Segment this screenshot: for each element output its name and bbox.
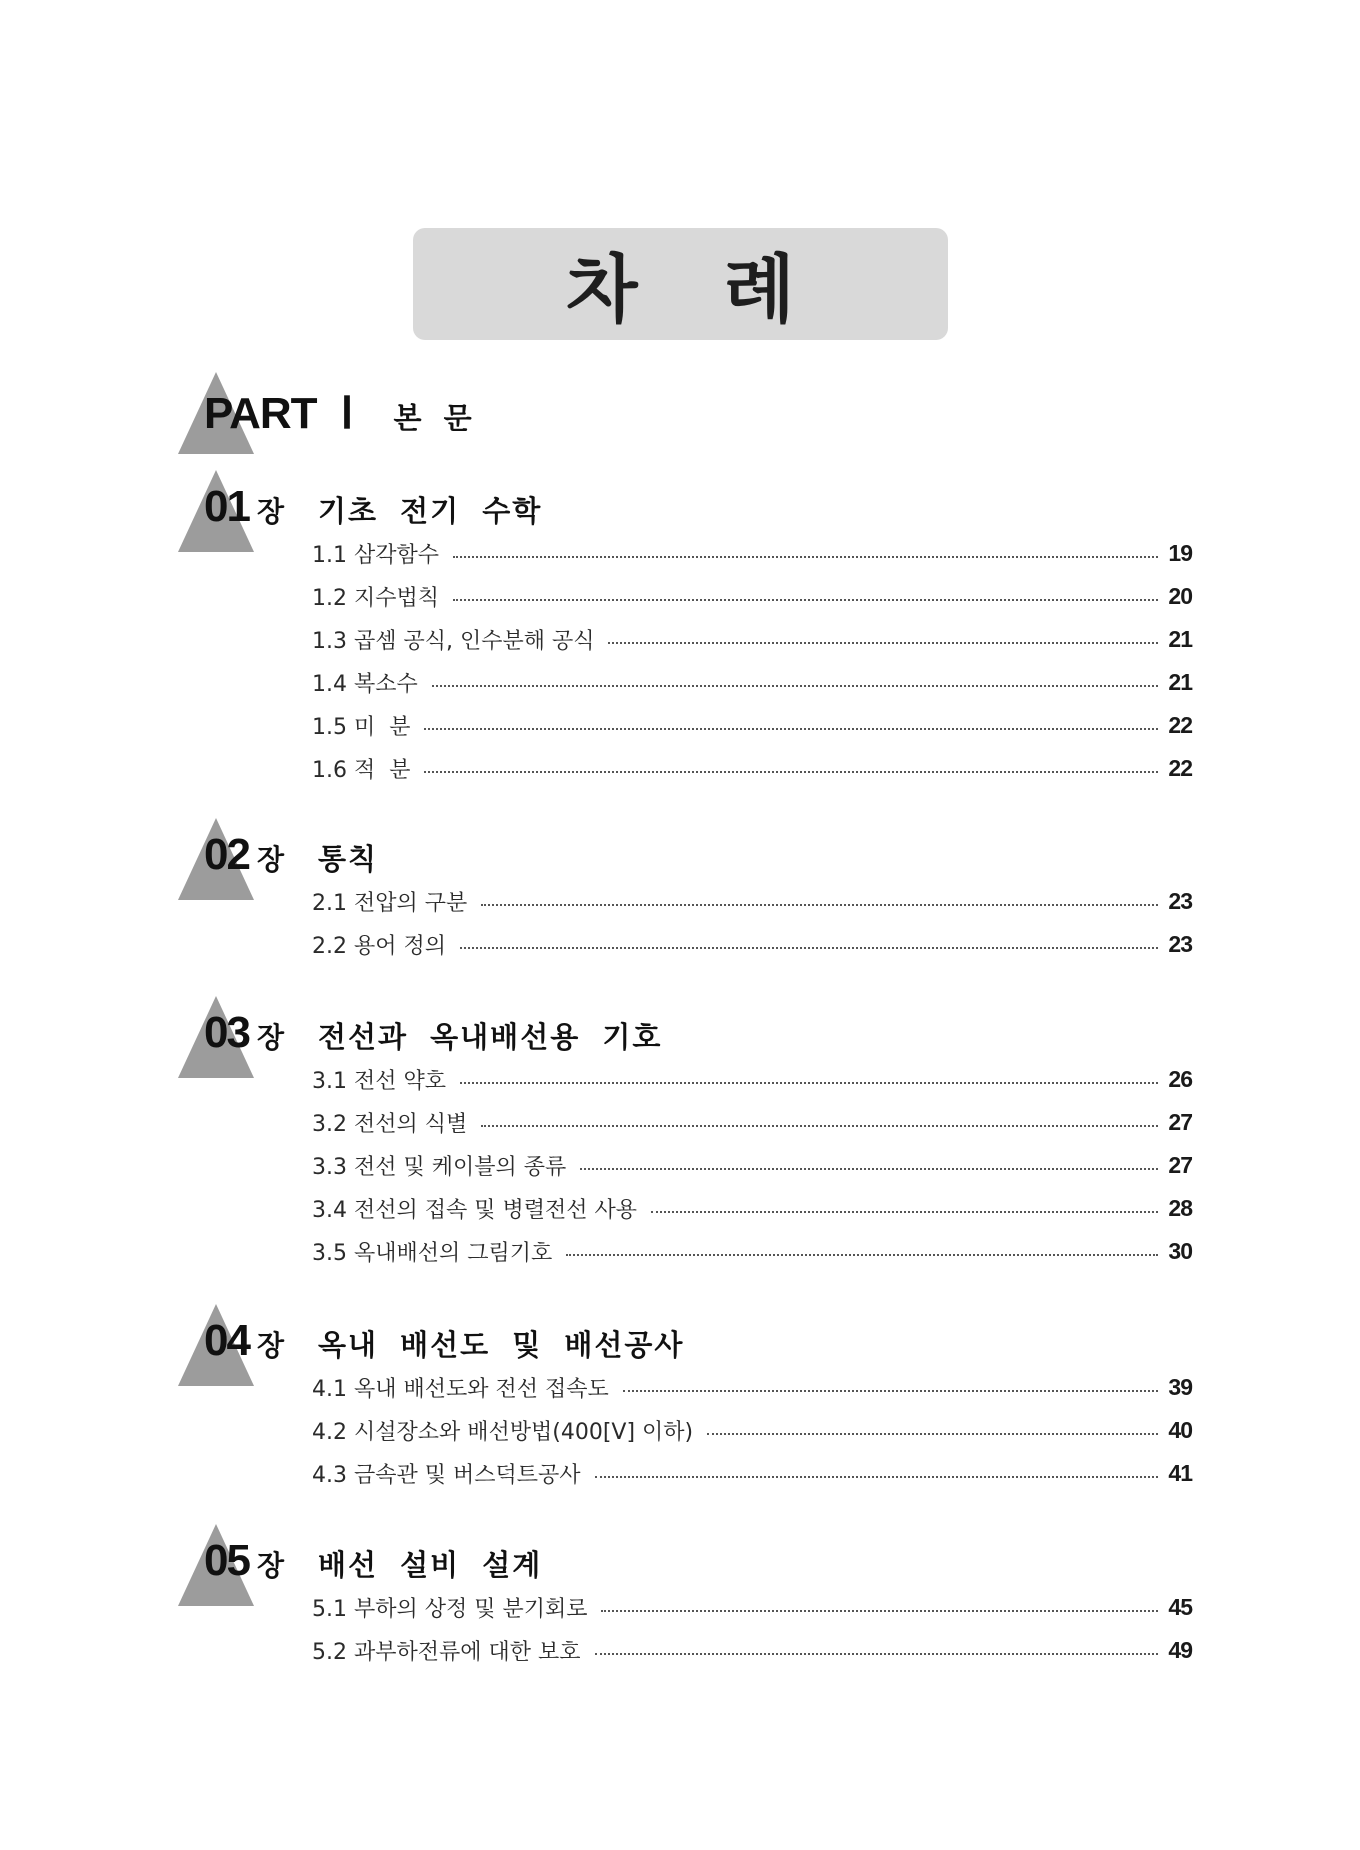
toc-entry[interactable] <box>312 747 1192 790</box>
toc-entry[interactable] <box>312 575 1192 618</box>
toc-entry[interactable] <box>312 1586 1192 1629</box>
dot-leader <box>595 1653 1159 1655</box>
chapter-entries <box>312 1366 1192 1495</box>
chapter-suffix: 장 <box>256 843 285 876</box>
chapter-heading <box>204 482 542 532</box>
entry-label: 1.4 복소수 <box>312 672 418 697</box>
toc-entry[interactable] <box>312 1629 1192 1672</box>
entry-page: 22 <box>1168 712 1192 738</box>
chapter-heading <box>204 1536 542 1586</box>
entry-label: 3.1 전선 약호 <box>312 1069 446 1094</box>
entry-label: 4.3 금속관 및 버스덕트공사 <box>312 1463 581 1488</box>
chapter-heading <box>204 1008 662 1058</box>
chapter-heading <box>204 830 378 880</box>
entry-label: 4.1 옥내 배선도와 전선 접속도 <box>312 1377 609 1402</box>
chapter-number: 03 <box>204 1008 249 1057</box>
dot-leader <box>424 771 1158 773</box>
toc-entry[interactable] <box>312 1452 1192 1495</box>
dot-leader <box>460 1082 1158 1084</box>
dot-leader <box>707 1433 1158 1435</box>
entry-label: 2.2 용어 정의 <box>312 934 446 959</box>
toc-entry[interactable] <box>312 532 1192 575</box>
dot-leader <box>424 728 1158 730</box>
part-number: Ⅰ <box>340 389 354 438</box>
chapter-title: 배선 설비 설계 <box>318 1548 543 1582</box>
dot-leader <box>580 1168 1158 1170</box>
toc-entry[interactable] <box>312 1058 1192 1101</box>
chapter-entries <box>312 1058 1192 1273</box>
entry-page: 45 <box>1168 1594 1192 1620</box>
toc-title-box <box>413 228 948 340</box>
dot-leader <box>651 1211 1158 1213</box>
entry-label: 2.1 전압의 구분 <box>312 891 468 916</box>
toc-entry[interactable] <box>312 923 1192 966</box>
chapter-title: 옥내 배선도 및 배선공사 <box>318 1328 685 1362</box>
dot-leader <box>608 642 1158 644</box>
chapter-number: 05 <box>204 1536 249 1585</box>
dot-leader <box>601 1610 1158 1612</box>
toc-entry[interactable] <box>312 661 1192 704</box>
chapter-suffix: 장 <box>256 1549 285 1582</box>
entry-page: 41 <box>1168 1460 1192 1486</box>
entry-page: 28 <box>1168 1195 1192 1221</box>
chapter-number: 02 <box>204 830 249 879</box>
part-label: PART <box>204 389 317 438</box>
chapter-title: 기초 전기 수학 <box>318 494 543 528</box>
entry-label: 1.6 적 분 <box>312 758 411 783</box>
chapter-heading <box>204 1316 684 1366</box>
entry-label: 4.2 시설장소와 배선방법(400[V] 이하) <box>312 1420 694 1445</box>
entry-label: 1.1 삼각함수 <box>312 543 439 568</box>
entry-page: 19 <box>1168 540 1192 566</box>
toc-entry[interactable] <box>312 618 1192 661</box>
entry-label: 1.3 곱셈 공식, 인수분해 공식 <box>312 629 595 654</box>
chapter-title: 통칙 <box>318 842 379 876</box>
entry-page: 30 <box>1168 1238 1192 1264</box>
toc-entry[interactable] <box>312 880 1192 923</box>
toc-entry[interactable] <box>312 1101 1192 1144</box>
part-title: 본 문 <box>393 401 478 435</box>
dot-leader <box>481 904 1158 906</box>
dot-leader <box>460 947 1158 949</box>
dot-leader <box>453 556 1158 558</box>
chapter-title: 전선과 옥내배선용 기호 <box>318 1020 663 1054</box>
chapter-entries <box>312 532 1192 790</box>
chapter-suffix: 장 <box>256 1329 285 1362</box>
entry-page: 27 <box>1168 1109 1192 1135</box>
chapter-entries <box>312 880 1192 966</box>
chapter-number: 01 <box>204 482 249 531</box>
entry-page: 23 <box>1168 888 1192 914</box>
toc-entry[interactable] <box>312 704 1192 747</box>
chapter-suffix: 장 <box>256 1021 285 1054</box>
toc-entry[interactable] <box>312 1144 1192 1187</box>
part-heading <box>204 388 478 444</box>
entry-label: 1.2 지수법칙 <box>312 586 439 611</box>
dot-leader <box>566 1254 1158 1256</box>
dot-leader <box>481 1125 1158 1127</box>
entry-page: 23 <box>1168 931 1192 957</box>
entry-page: 21 <box>1168 626 1192 652</box>
chapter-number: 04 <box>204 1316 249 1365</box>
toc-entry[interactable] <box>312 1366 1192 1409</box>
entry-label: 3.4 전선의 접속 및 병렬전선 사용 <box>312 1198 637 1223</box>
entry-page: 21 <box>1168 669 1192 695</box>
entry-page: 40 <box>1168 1417 1192 1443</box>
entry-label: 5.1 부하의 상정 및 분기회로 <box>312 1597 588 1622</box>
entry-label: 3.3 전선 및 케이블의 종류 <box>312 1155 567 1180</box>
entry-label: 3.5 옥내배선의 그림기호 <box>312 1241 553 1266</box>
entry-page: 39 <box>1168 1374 1192 1400</box>
entry-page: 22 <box>1168 755 1192 781</box>
chapter-entries <box>312 1586 1192 1672</box>
entry-label: 3.2 전선의 식별 <box>312 1112 468 1137</box>
toc-entry[interactable] <box>312 1409 1192 1452</box>
dot-leader <box>432 685 1159 687</box>
dot-leader <box>595 1476 1159 1478</box>
toc-title: 차 례 <box>566 247 825 333</box>
entry-page: 20 <box>1168 583 1192 609</box>
toc-entry[interactable] <box>312 1230 1192 1273</box>
entry-label: 1.5 미 분 <box>312 715 411 740</box>
dot-leader <box>453 599 1158 601</box>
toc-entry[interactable] <box>312 1187 1192 1230</box>
entry-page: 26 <box>1168 1066 1192 1092</box>
entry-page: 27 <box>1168 1152 1192 1178</box>
entry-label: 5.2 과부하전류에 대한 보호 <box>312 1640 581 1665</box>
dot-leader <box>623 1390 1159 1392</box>
chapter-suffix: 장 <box>256 495 285 528</box>
entry-page: 49 <box>1168 1637 1192 1663</box>
